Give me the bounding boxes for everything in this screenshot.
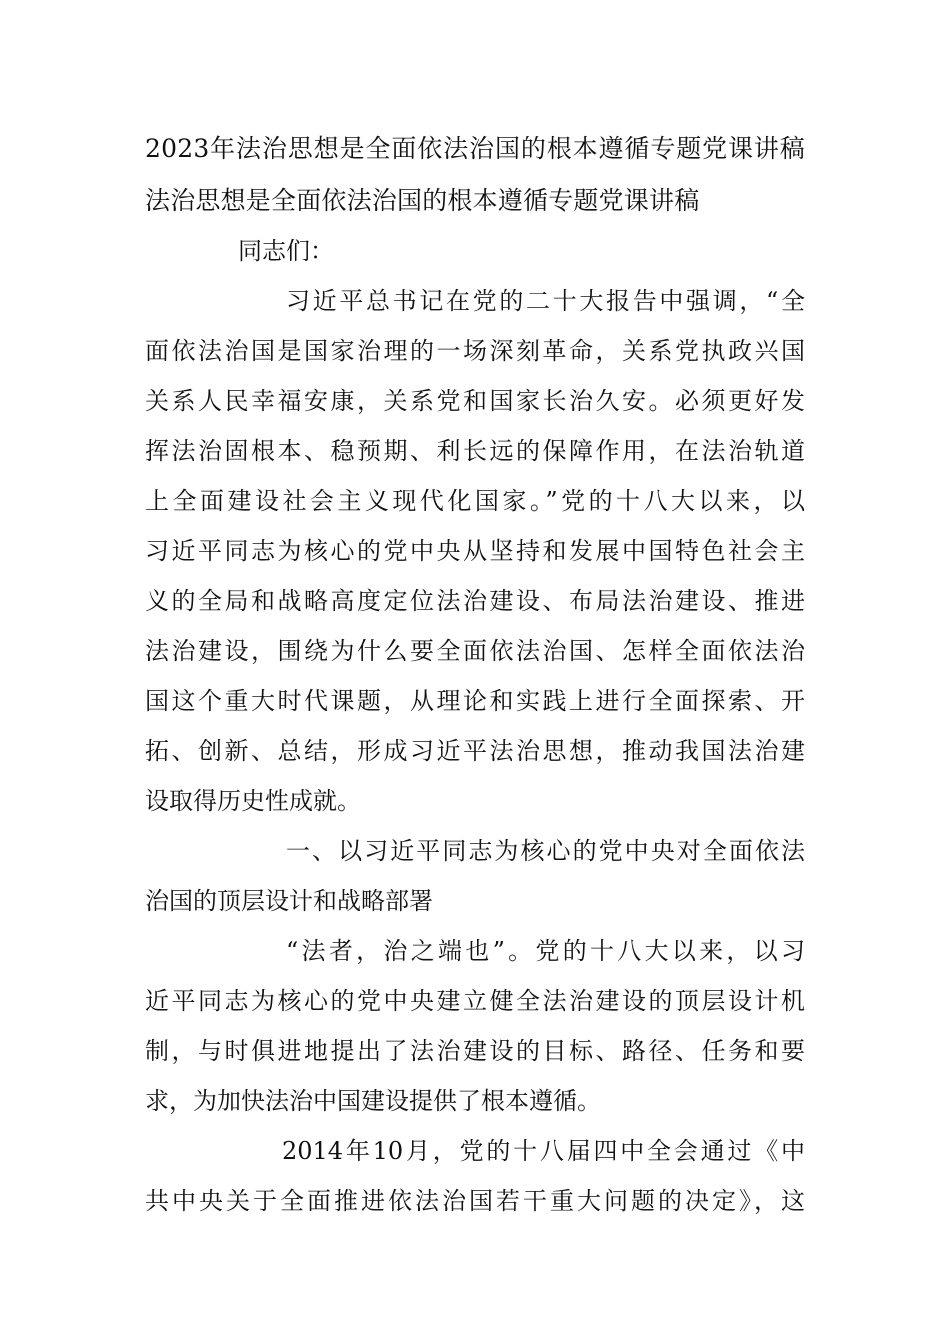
paragraph-2-line: 制，与时俱进地提出了法治建设的目标、路径、任务和要: [145, 1037, 805, 1065]
section-heading-1: 一、以习近平同志为核心的党中央对全面依法: [286, 837, 805, 865]
paragraph-1-line: 挥法治固根本、稳预期、利长远的保障作用，在法治轨道: [145, 437, 805, 465]
document-subtitle: 法治思想是全面依法治国的根本遵循专题党课讲稿: [145, 186, 700, 215]
paragraph-3-line: 共中央关于全面推进依法治国若干重大问题的决定》，这: [145, 1187, 805, 1215]
paragraph-2-line: “法者，治之端也”。党的十八大以来，以习: [286, 937, 805, 965]
paragraph-1-line: 关系人民幸福安康，关系党和国家长治久安。必须更好发: [145, 387, 805, 415]
paragraph-3-line: 2014年10月，党的十八届四中全会通过《中: [282, 1137, 805, 1165]
paragraph-1-line: 习近平总书记在党的二十大报告中强调，“全: [286, 287, 805, 315]
paragraph-1-line: 法治建设，围绕为什么要全面依法治国、怎样全面依法治: [145, 637, 805, 665]
paragraph-1-line: 设取得历史性成就。: [145, 787, 361, 815]
paragraph-1-line: 上全面建设社会主义现代化国家。”党的十八大以来，以: [145, 487, 805, 515]
paragraph-1-line: 面依法治国是国家治理的一场深刻革命，关系党执政兴国: [145, 337, 805, 365]
paragraph-1-line: 拓、创新、总结，形成习近平法治思想，推动我国法治建: [145, 737, 805, 765]
salutation: 同志们：: [238, 237, 334, 265]
section-heading-1: 治国的顶层设计和战略部署: [145, 887, 433, 915]
paragraph-1-line: 习近平同志为核心的党中央从坚持和发展中国特色社会主: [145, 537, 805, 565]
paragraph-2-line: 求，为加快法治中国建设提供了根本遵循。: [145, 1087, 601, 1115]
paragraph-2-line: 近平同志为核心的党中央建立健全法治建设的顶层设计机: [145, 987, 805, 1015]
document-title: 2023年法治思想是全面依法治国的根本遵循专题党课讲稿: [145, 134, 805, 163]
paragraph-1-line: 义的全局和战略高度定位法治建设、布局法治建设、推进: [145, 587, 805, 615]
paragraph-1-line: 国这个重大时代课题，从理论和实践上进行全面探索、开: [145, 687, 805, 715]
